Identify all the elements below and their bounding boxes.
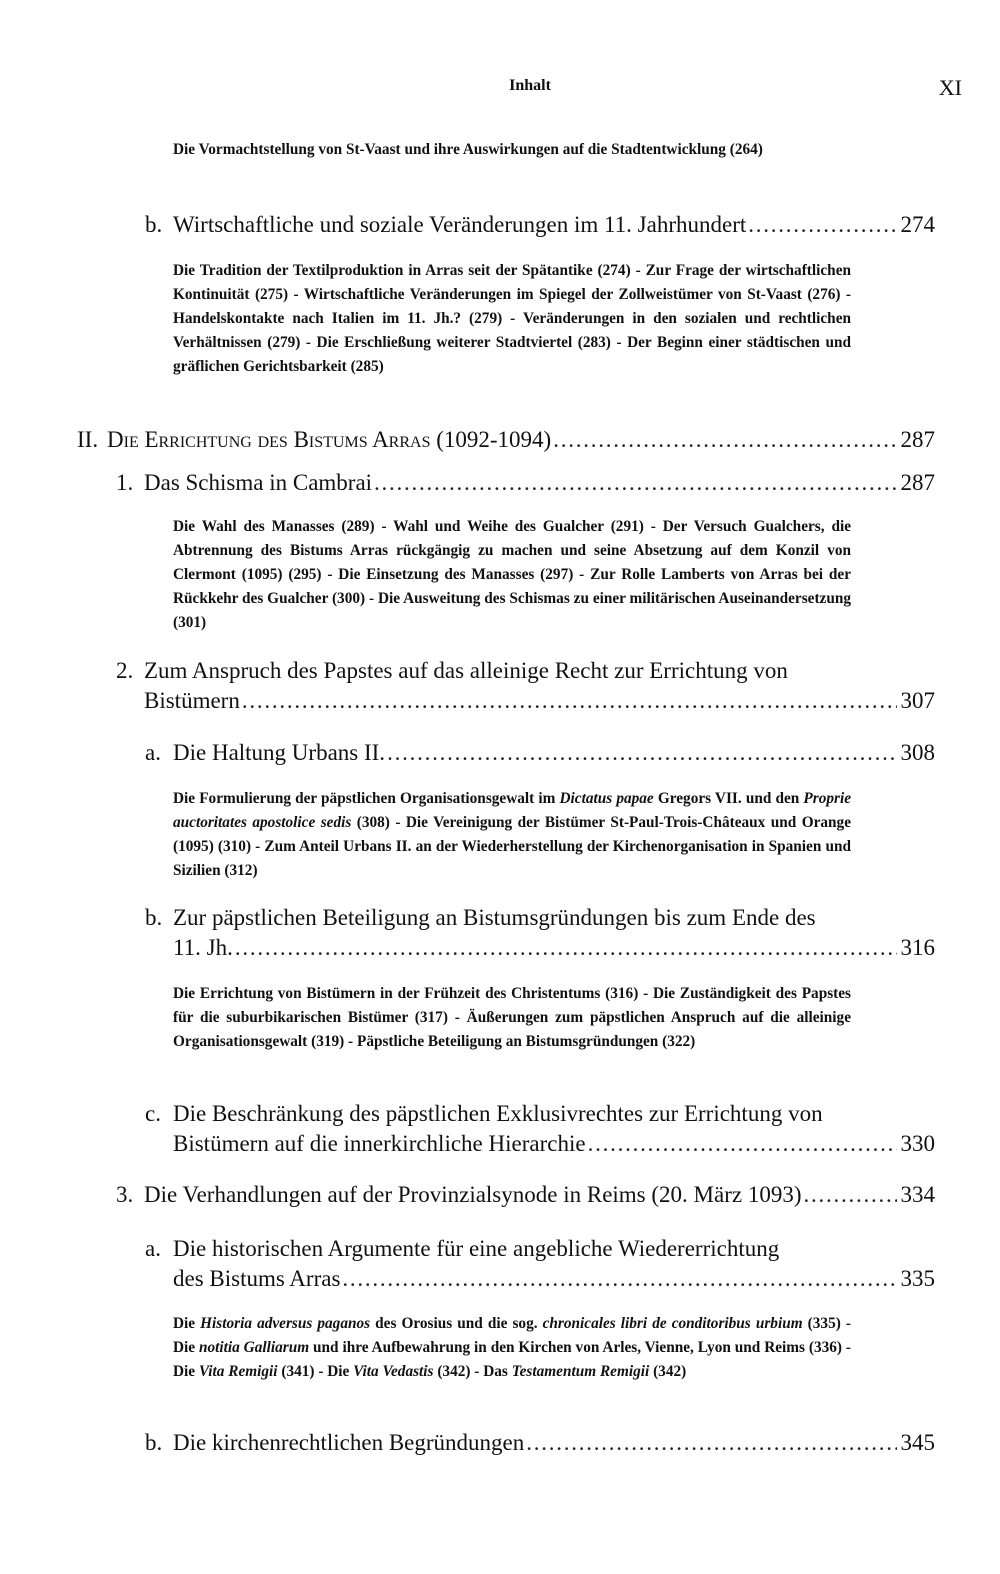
entry-page: 316 bbox=[900, 935, 935, 960]
leader-dots bbox=[748, 210, 896, 240]
running-header: Inhalt bbox=[509, 77, 551, 94]
page-number: XI bbox=[938, 75, 962, 100]
toc-entry-line2 bbox=[173, 933, 935, 963]
toc-entry bbox=[116, 1180, 935, 1210]
entry-description: Die Wahl des Manasses (289) - Wahl und Weihe des Gualcher (291) - Der Versuch Gualchers, die Abtrennung des Bistums Arras rückgängig zu machen und seine Absetzung auf dem Konzil von Clermont (1095) (295) - Die Einsetzung des Manasses (297) - Zur Rolle Lamberts von Arras bei der Rückkehr des Gualcher (300) - Die Ausweitung des Schismas zu einer militärischen Auseinandersetzung (301) bbox=[173, 518, 851, 631]
entry-number: c. bbox=[145, 1101, 161, 1126]
leader-dots bbox=[588, 1129, 897, 1159]
toc-entry-line2 bbox=[173, 1129, 935, 1159]
entry-title: Die Errichtung des Bistums Arras bbox=[107, 427, 431, 452]
leader-dots bbox=[387, 738, 896, 768]
toc-entry-line2 bbox=[144, 686, 935, 716]
entry-title: Die Beschränkung des päpstlichen Exklusivrechtes zur Errichtung von bbox=[173, 1101, 823, 1126]
entry-title: Zum Anspruch des Papstes auf das alleinige Recht zur Errichtung von bbox=[144, 658, 788, 683]
toc-entry-line2 bbox=[173, 1264, 935, 1294]
entry-page: 345 bbox=[900, 1430, 935, 1455]
entry-description: Die Historia adversus paganos des Orosius und die sog. chronicales libri de conditoribus urbium (335) - Die notitia Galliarum und ihre Aufbewahrung in den Kirchen von Arles, Vienne, Lyon und Reims (336) - Die Vita Remigii (341) - Die Vita Vedastis (342) - Das Testamentum Remigii (342) bbox=[173, 1315, 851, 1380]
toc-entry-line1 bbox=[145, 1234, 779, 1264]
entry-page: 330 bbox=[900, 1131, 935, 1156]
entry-title-cont: Bistümern bbox=[144, 688, 240, 713]
entry-title-cont: des Bistums Arras bbox=[173, 1266, 341, 1291]
leader-dots bbox=[242, 686, 897, 716]
leader-dots bbox=[553, 425, 896, 455]
entry-title-cont: Bistümern auf die innerkirchliche Hierarchie bbox=[173, 1131, 586, 1156]
leader-dots bbox=[803, 1180, 896, 1210]
entry-number: a. bbox=[145, 740, 161, 765]
entry-number: 3. bbox=[116, 1182, 134, 1207]
toc-entry-line1 bbox=[145, 1099, 823, 1129]
toc-entry bbox=[145, 738, 935, 768]
entry-number: a. bbox=[145, 1236, 161, 1261]
entry-description: Die Tradition der Textilproduktion in Arras seit der Spätantike (274) - Zur Frage der wirtschaftlichen Kontinuität (275) - Wirtschaftliche Veränderungen im Spiegel der Zollweistümer von St-Vaast (276) - Handelskontakte nach Italien im 11. Jh.? (279) - Veränderungen in den sozialen und rechtlichen Verhältnissen (279) - Die Erschließung weiterer Stadtviertel (283) - Der Beginn einer städtischen und gräflichen Gerichtsbarkeit (285) bbox=[173, 262, 851, 375]
entry-number: b. bbox=[145, 905, 163, 930]
entry-page: 335 bbox=[900, 1266, 935, 1291]
entry-page: 308 bbox=[900, 740, 935, 765]
leader-dots bbox=[342, 1264, 896, 1294]
toc-entry-line1 bbox=[145, 903, 816, 933]
entry-page: 274 bbox=[900, 212, 935, 237]
entry-page: 307 bbox=[900, 688, 935, 713]
entry-number: 1. bbox=[116, 470, 134, 495]
leader-dots bbox=[526, 1428, 896, 1458]
entry-title: Die Verhandlungen auf der Provinzialsynode in Reims (20. März 1093) bbox=[144, 1182, 802, 1207]
entry-page: 287 bbox=[900, 470, 935, 495]
toc-entry bbox=[145, 1428, 935, 1458]
toc-chapter bbox=[77, 425, 935, 455]
entry-title: Das Schisma in Cambrai bbox=[144, 470, 373, 495]
entry-dates: (1092-1094) bbox=[436, 427, 552, 452]
entry-page: 287 bbox=[900, 427, 935, 452]
entry-title: Die Haltung Urbans II. bbox=[173, 740, 386, 765]
entry-title: Die historischen Argumente für eine angebliche Wiedererrichtung bbox=[173, 1236, 780, 1261]
leader-dots bbox=[235, 933, 897, 963]
entry-number: b. bbox=[145, 212, 163, 237]
entry-number: 2. bbox=[116, 658, 134, 683]
entry-title: Die kirchenrechtlichen Begründungen bbox=[173, 1430, 525, 1455]
toc-entry bbox=[145, 210, 935, 240]
entry-description: Die Vormachtstellung von St-Vaast und ihre Auswirkungen auf die Stadtentwicklung (264) bbox=[173, 141, 763, 158]
entry-page: 334 bbox=[900, 1182, 935, 1207]
entry-title: Zur päpstlichen Beteiligung an Bistumsgründungen bis zum Ende des bbox=[173, 905, 816, 930]
toc-entry bbox=[116, 468, 935, 498]
entry-number: II. bbox=[77, 427, 99, 452]
entry-description: Die Errichtung von Bistümern in der Frühzeit des Christentums (316) - Die Zuständigkeit des Papstes für die suburbikarischen Bistümer (317) - Äußerungen zum päpstlichen Anspruch auf die alleinige Organisationsgewalt (319) - Päpstliche Beteiligung an Bistumsgründungen (322) bbox=[173, 985, 851, 1050]
entry-number: b. bbox=[145, 1430, 163, 1455]
entry-title: Wirtschaftliche und soziale Veränderungen im 11. Jahrhundert bbox=[173, 212, 747, 237]
entry-description: Die Formulierung der päpstlichen Organisationsgewalt im Dictatus papae Gregors VII. und den Proprie auctoritates apostolice sedis (308) - Die Vereinigung der Bistümer St-Paul-Trois-Châteaux und Orange (1095) (310) - Zum Anteil Urbans II. an der Wiederherstellung der Kirchenorganisation in Spanien und Sizilien (312) bbox=[173, 790, 852, 879]
toc-entry-line1 bbox=[116, 656, 788, 686]
entry-title-cont: 11. Jh. bbox=[173, 935, 233, 960]
leader-dots bbox=[374, 468, 896, 498]
